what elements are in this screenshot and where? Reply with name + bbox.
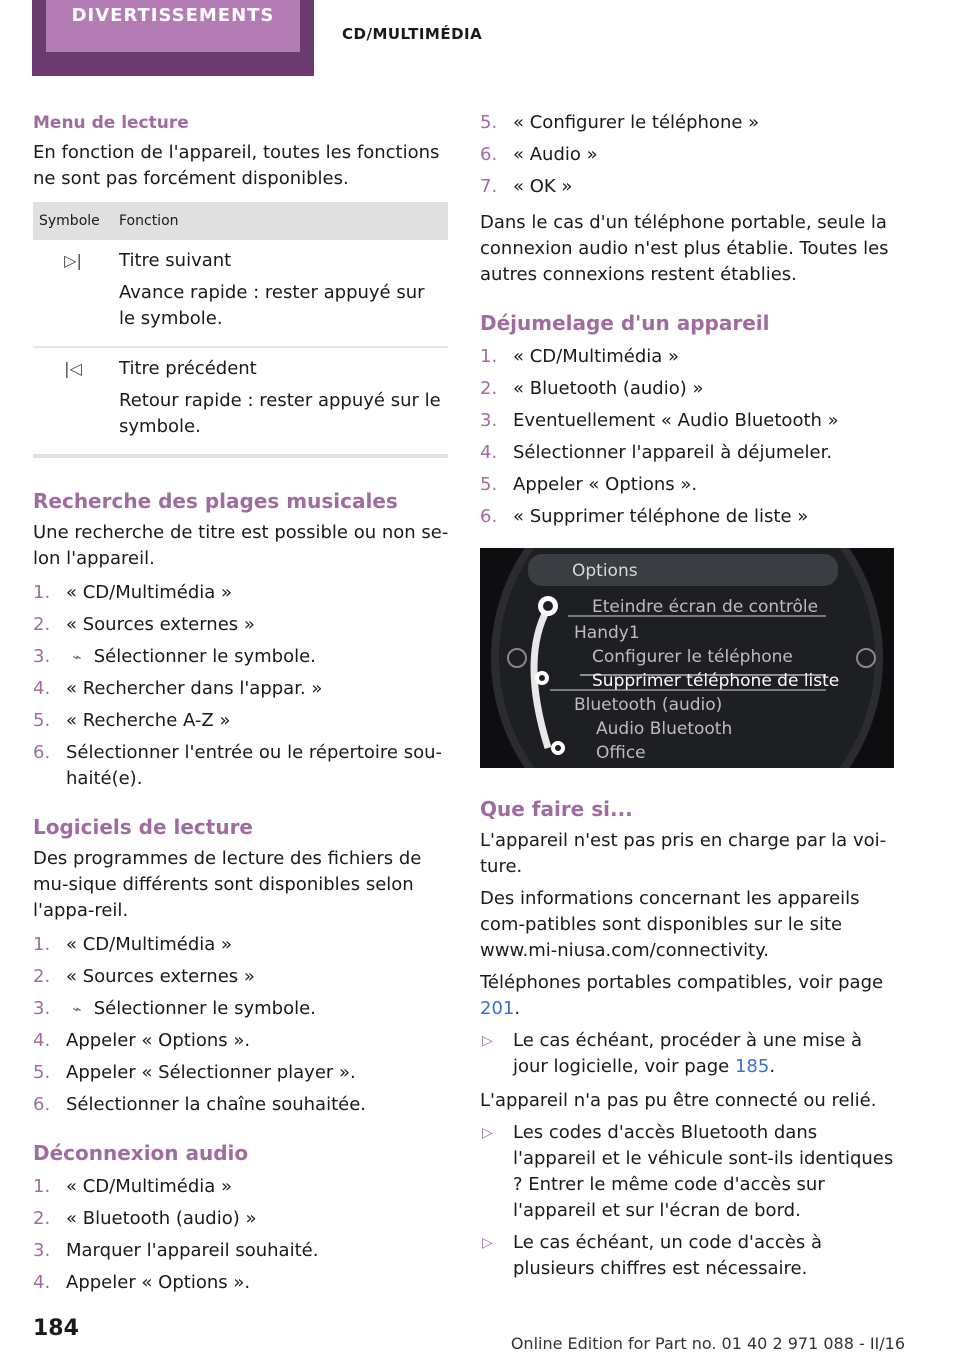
list-item: 1. « CD/Multimédia » [33, 582, 233, 603]
heading-menu-lecture: Menu de lecture [33, 113, 189, 133]
external-source-icon: ⌁ [72, 648, 82, 666]
triangle-bullet-icon: ▷ [482, 1235, 493, 1251]
screen-item: Eteindre écran de contrôle [592, 597, 819, 617]
screen-item: Handy1 [574, 623, 640, 643]
list-item: 4. « Rechercher dans l'appar. » [33, 678, 323, 699]
que-faire-bullets-1 [480, 1028, 896, 1080]
table-row [33, 240, 448, 347]
list-item: 4. Appeler « Options ». [33, 1272, 251, 1293]
triangle-bullet-icon: ▷ [482, 1125, 493, 1141]
heading-dejumelage: Déjumelage d'un appareil [480, 311, 770, 335]
row-desc: Retour rapide : rester appuyé sur le symbole. [119, 390, 441, 437]
que-faire-p1: L'appareil n'est pas pris en charge par la voi-ture. [480, 830, 887, 877]
list-item: 5. « Recherche A-Z » [33, 710, 231, 731]
row-title: Titre suivant [119, 250, 232, 271]
list-item: 3. Marquer l'appareil souhaité. [33, 1240, 319, 1261]
list-item: 1. « CD/Multimédia » [480, 346, 680, 367]
screen-title: Options [572, 561, 638, 581]
list-item: 5. Appeler « Sélectionner player ». [33, 1062, 356, 1083]
list-item: 6. Sélectionner la chaîne souhaitée. [33, 1094, 367, 1115]
heading-que-faire: Que faire si... [480, 797, 633, 821]
previous-track-icon: |◁ [64, 359, 82, 378]
page-link-185[interactable]: 185 [734, 1056, 770, 1077]
screen-item: Office [596, 743, 646, 763]
table-header-fonction: Fonction [113, 202, 448, 240]
list-item: 2. « Sources externes » [33, 966, 255, 987]
list-item: 2. « Bluetooth (audio) » [33, 1208, 257, 1229]
left-column [33, 110, 449, 1306]
list-item: 6. « Audio » [480, 144, 598, 165]
list-item: 1. « CD/Multimédia » [33, 1176, 233, 1197]
que-faire-p2: Des informations concernant les appareils com-patibles sont disponibles sur le site www.mi-niusa.com/connectivity. [480, 888, 860, 961]
options-screen-image [480, 548, 894, 768]
list-item: 3. ⌁ Sélectionner le symbole. [33, 644, 449, 670]
que-faire-bullets-2 [480, 1120, 896, 1282]
page-number: 184 [33, 1316, 79, 1341]
recherche-steps [33, 580, 449, 792]
chapter-tab [32, 0, 314, 76]
continued-text: Dans le cas d'un téléphone portable, seule la connexion audio n'est plus établie. Toutes les autres connexions restent établies. [480, 212, 889, 285]
list-item: 3. ⌁ Sélectionner le symbole. [33, 996, 449, 1022]
list-item: 6. « Supprimer téléphone de liste » [480, 506, 809, 527]
heading-deconnexion: Déconnexion audio [33, 1141, 249, 1165]
list-item: 7. « OK » [480, 176, 573, 197]
list-item: 2. « Sources externes » [33, 614, 255, 635]
menu-lecture-intro: En fonction de l'appareil, toutes les fonctions ne sont pas forcément disponibles. [33, 142, 440, 189]
external-source-icon: ⌁ [72, 1000, 82, 1018]
triangle-bullet-icon: ▷ [482, 1033, 493, 1049]
row-desc: Avance rapide : rester appuyé sur le symbole. [119, 282, 425, 329]
list-item: 4. Appeler « Options ». [33, 1030, 251, 1051]
dejumelage-steps [480, 344, 896, 530]
list-item: 4. Sélectionner l'appareil à déjumeler. [480, 442, 833, 463]
list-item: ▷ Les codes d'accès Bluetooth dans l'appareil et le véhicule sont-ils identiques ? Entrer le même code d'accès sur l'appareil et sur l'écran de bord. [482, 1122, 894, 1221]
right-column [480, 110, 896, 1290]
list-item: 6. Sélectionner l'entrée ou le répertoire sou-haité(e). [33, 742, 443, 789]
function-table [33, 202, 448, 458]
deconnexion-steps [33, 1174, 449, 1296]
screen-item: Configurer le téléphone [592, 647, 793, 667]
list-item: 2. « Bluetooth (audio) » [480, 378, 704, 399]
list-item: ▷ Le cas échéant, un code d'accès à plusieurs chiffres est nécessaire. [482, 1232, 822, 1279]
logiciels-intro: Des programmes de lecture des fichiers de mu-sique différents sont disponibles selon l'appa-reil. [33, 848, 422, 921]
screen-item-selected: Supprimer téléphone de liste [592, 671, 840, 691]
chapter-tab-label: DIVERTISSEMENTS [46, 0, 300, 52]
list-item: 1. « CD/Multimédia » [33, 934, 233, 955]
que-faire-p3: Téléphones portables compatibles, voir page 201. [480, 972, 884, 1019]
heading-recherche: Recherche des plages musicales [33, 489, 398, 513]
edition-footer: Online Edition for Part no. 01 40 2 971 088 - II/16 [510, 1334, 905, 1353]
logiciels-steps [33, 932, 449, 1118]
table-header-symbole: Symbole [33, 202, 113, 240]
que-faire-p4: L'appareil n'a pas pu être connecté ou relié. [480, 1090, 877, 1111]
list-item: 5. Appeler « Options ». [480, 474, 698, 495]
table-row [33, 347, 448, 456]
screen-item: Bluetooth (audio) [574, 695, 723, 715]
next-track-icon: ▷| [64, 251, 82, 270]
list-item: ▷ Le cas échéant, procéder à une mise à jour logicielle, voir page 185. [482, 1030, 863, 1077]
continued-steps [480, 110, 896, 200]
section-title: CD/MULTIMÉDIA [342, 25, 483, 43]
list-item: 5. « Configurer le téléphone » [480, 112, 760, 133]
heading-logiciels: Logiciels de lecture [33, 815, 253, 839]
row-title: Titre précédent [119, 358, 257, 379]
screen-item: Audio Bluetooth [596, 719, 733, 739]
page-link-201[interactable]: 201 [480, 998, 515, 1019]
list-item: 3. Eventuellement « Audio Bluetooth » [480, 410, 839, 431]
recherche-intro: Une recherche de titre est possible ou non se-lon l'appareil. [33, 522, 449, 569]
